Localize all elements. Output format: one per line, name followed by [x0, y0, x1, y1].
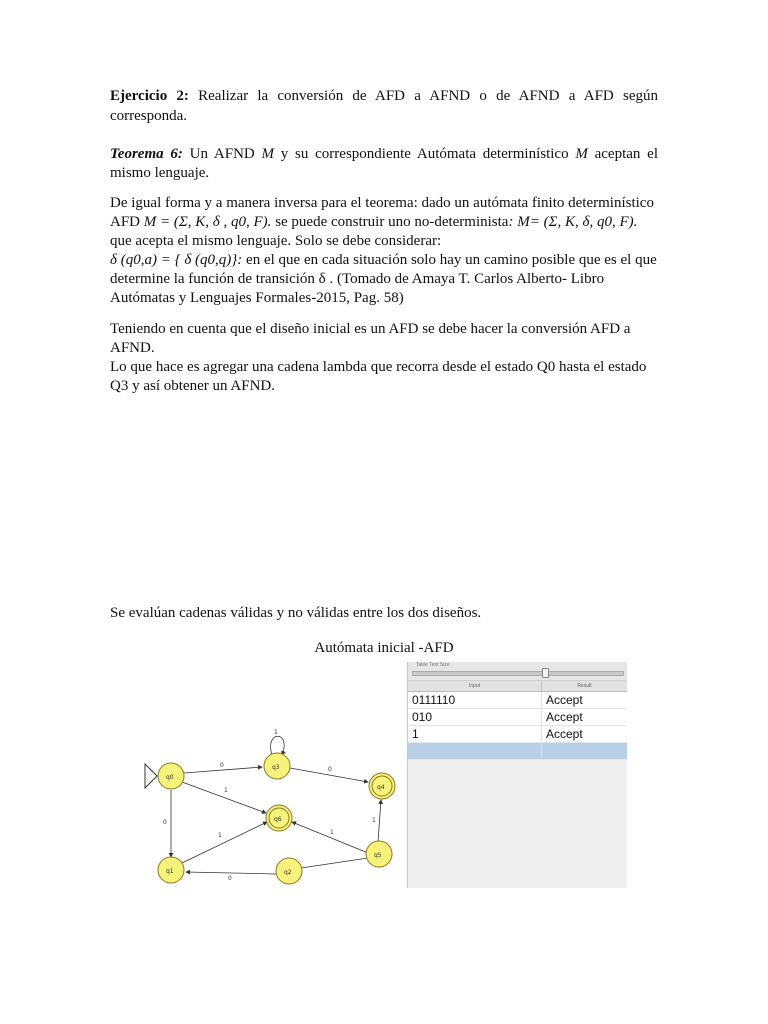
input-cell[interactable]: 1	[408, 726, 542, 742]
edge-q1-q6	[182, 822, 267, 863]
conversion-line-1: Teniendo en cuenta que el diseño inicial es un AFD se debe hacer la conversión AFD a AFND.	[110, 321, 631, 356]
teorema-m2: M	[575, 146, 588, 162]
inverso-paragraph	[110, 194, 658, 308]
results-panel	[407, 662, 627, 888]
edge-q5-q4	[378, 800, 381, 842]
state-q1[interactable]	[158, 857, 184, 883]
teorema-m1: M	[261, 146, 275, 162]
inverso-text-3: que acepta el mismo lenguaje. Solo se debe considerar:	[110, 233, 442, 249]
state-q2-label: q2	[284, 869, 292, 876]
ejercicio-paragraph	[110, 86, 658, 126]
label-q5-q4: 1	[372, 817, 376, 824]
label-q0-q3: 0	[220, 762, 224, 769]
result-cell: Accept	[546, 693, 583, 707]
edge-q5-q2	[301, 858, 368, 868]
state-q5-label: q5	[374, 852, 382, 859]
teorema-text-2: y su correspondiente Autómata determinístico	[274, 146, 576, 162]
input-cell[interactable]: 0111110	[408, 692, 542, 708]
label-q5-q6: 1	[330, 829, 334, 836]
teorema-text-3: aceptan el mismo lenguaje.	[110, 146, 659, 181]
delta-formula: δ (q0,a) = { δ (q0,q)}:	[110, 252, 243, 268]
evaluacion-text: Se evalúan cadenas válidas y no válidas entre los dos diseños.	[110, 605, 482, 621]
slider-knob[interactable]	[542, 668, 549, 678]
conversion-line-2: Lo que hace es agregar una cadena lambda que recorra desde el estado Q0 hasta el estado Q3 y así obtener un AFND.	[110, 359, 647, 394]
label-q3-q4: 0	[328, 766, 332, 773]
afnd-tuple: : M= (Σ, K, δ, q0, F).	[508, 214, 638, 230]
state-q5[interactable]	[366, 841, 392, 867]
inverso-text-4: en el que en cada situación solo hay un camino posible que es el que determine la función de transición δ . (Tomado de Amaya T. Carlos Alberto- Libro Autómatas y Lenguajes Formales-2015, Pag. 58)	[110, 252, 657, 306]
edge-q3-loop	[271, 736, 285, 755]
edge-q5-q6	[292, 822, 368, 853]
input-cell-empty[interactable]	[408, 743, 542, 759]
edge-q2-q1	[186, 872, 276, 874]
automaton-diagram	[138, 712, 400, 892]
label-q0-q1: 0	[163, 819, 167, 826]
table-empty-area	[408, 760, 627, 888]
result-cell: Accept	[546, 710, 583, 724]
label-q1-q6: 1	[218, 832, 222, 839]
text-size-slider-area	[408, 662, 627, 680]
table-row[interactable]	[408, 692, 627, 709]
input-cell[interactable]: 010	[408, 709, 542, 725]
figure-caption: Autómata inicial -AFD	[314, 640, 454, 656]
state-q1-label: q1	[166, 868, 174, 875]
inverso-text-2: se puede construir uno no-determinista	[271, 214, 509, 230]
teorema-paragraph	[110, 145, 658, 183]
label-q0-q6: 1	[224, 787, 228, 794]
results-table-header	[408, 680, 627, 692]
header-result[interactable]: Result	[577, 683, 592, 689]
table-row-selected[interactable]	[408, 743, 627, 760]
label-q3-loop: 1	[274, 729, 278, 736]
state-q4-label: q4	[377, 784, 385, 791]
state-q2[interactable]	[276, 858, 302, 884]
state-q6-label: q6	[274, 816, 282, 823]
slider-label: Table Text Size	[416, 662, 450, 668]
state-q3-label: q3	[272, 764, 280, 771]
inverso-text-1: De igual forma y a manera inversa para el teorema: dado un autómata finito determinístico AFD	[110, 195, 654, 230]
afd-tuple: M = (Σ, K, δ , q0, F).	[143, 214, 272, 230]
initial-state-marker	[145, 764, 157, 788]
result-cell-empty	[542, 743, 627, 759]
text-size-slider[interactable]	[412, 671, 624, 676]
state-q0-label: q0	[166, 774, 174, 781]
teorema-text-1: Un AFND	[182, 146, 262, 162]
table-row[interactable]	[408, 709, 627, 726]
ejercicio-text: Realizar la conversión de AFD a AFND o de AFND a AFD según corresponda.	[110, 88, 658, 124]
table-row[interactable]	[408, 726, 627, 743]
result-cell: Accept	[546, 727, 583, 741]
state-q6[interactable]	[266, 805, 292, 831]
ejercicio-label: Ejercicio 2:	[110, 88, 189, 104]
label-q2-q1: 0	[228, 875, 232, 882]
header-input[interactable]: Input	[408, 681, 542, 691]
conversion-paragraph	[110, 320, 658, 396]
state-q0[interactable]	[158, 763, 184, 789]
state-q4[interactable]	[369, 773, 395, 799]
teorema-label: Teorema 6:	[110, 146, 183, 162]
state-q3[interactable]	[264, 753, 290, 779]
